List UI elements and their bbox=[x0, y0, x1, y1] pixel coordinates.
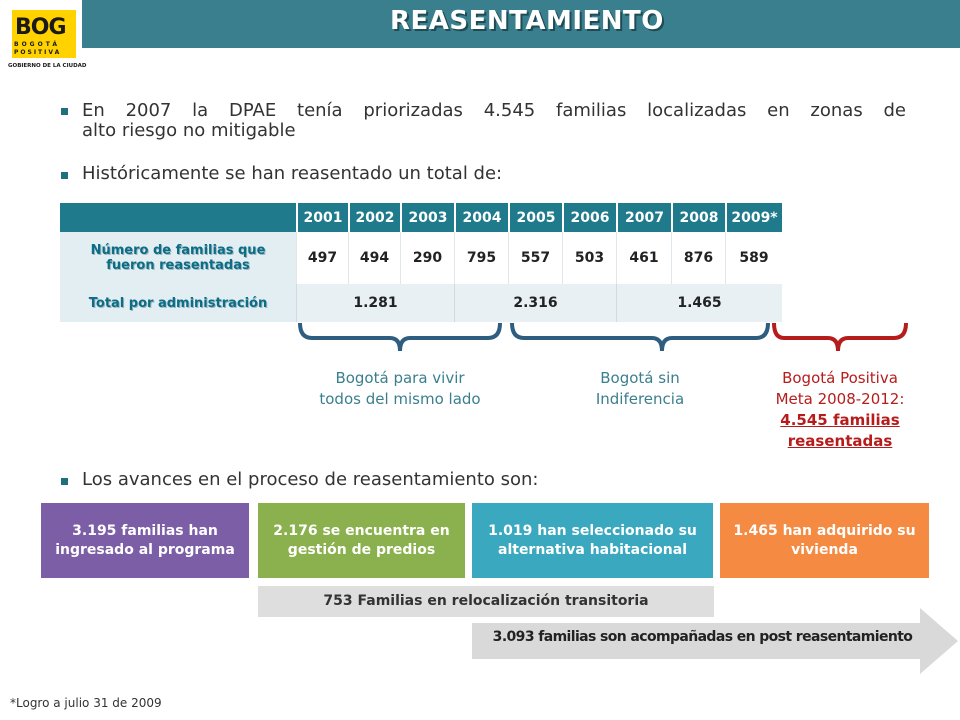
table-cell: 494 bbox=[348, 232, 400, 284]
row-label-total: Total por administración bbox=[60, 284, 296, 322]
total-cell: 1.465 bbox=[616, 284, 782, 322]
bullet-2: Históricamente se han reasentado un total de: bbox=[82, 163, 503, 184]
bogota-positiva-logo bbox=[6, 6, 87, 76]
logo-main-text: BOG bbox=[15, 15, 66, 40]
table-cell: 557 bbox=[508, 232, 562, 284]
bullet-1-line-2: alto riesgo no mitigable bbox=[82, 120, 296, 141]
admin-label-2 bbox=[550, 368, 730, 410]
admin-label-3 bbox=[750, 368, 930, 452]
admin-3-line-4: reasentadas bbox=[787, 432, 893, 450]
admin-label-1 bbox=[290, 368, 510, 410]
year-header: 2008 bbox=[671, 203, 725, 232]
year-header: 2009* bbox=[725, 203, 782, 232]
progress-box-vivienda: 1.465 han adquirido su vivienda bbox=[720, 503, 929, 578]
bullet-square-icon bbox=[61, 172, 68, 179]
year-header: 2007 bbox=[616, 203, 671, 232]
row-label-line-2: fueron reasentadas bbox=[106, 258, 250, 273]
arrow-label: 3.093 familias son acompañadas en post reasentamiento bbox=[492, 629, 913, 645]
total-cell: 1.281 bbox=[296, 284, 454, 322]
logo-sub1: BOGOTÁ bbox=[14, 41, 60, 48]
admin-3-line-2: Meta 2008-2012: bbox=[775, 390, 905, 408]
admin-3-line-1: Bogotá Positiva bbox=[782, 369, 898, 387]
progress-box-gestion: 2.176 se encuentra en gestión de predios bbox=[258, 503, 465, 578]
table-cell: 589 bbox=[725, 232, 782, 284]
table-cell: 461 bbox=[616, 232, 671, 284]
bracket-1 bbox=[300, 323, 500, 351]
year-header: 2001 bbox=[296, 203, 348, 232]
total-cell: 2.316 bbox=[454, 284, 616, 322]
bracket-2 bbox=[512, 323, 768, 351]
table-corner bbox=[60, 203, 296, 232]
table-cell: 290 bbox=[400, 232, 454, 284]
bullet-square-icon bbox=[61, 478, 68, 485]
progress-box-relocalizacion: 753 Familias en relocalización transitoria bbox=[258, 586, 714, 617]
bracket-3 bbox=[774, 323, 906, 351]
bullet-3: Los avances en el proceso de reasentamiento son: bbox=[82, 469, 539, 490]
table-cell: 795 bbox=[454, 232, 508, 284]
bullet-square-icon bbox=[61, 108, 68, 115]
admin-1-line-2: todos del mismo lado bbox=[319, 390, 481, 408]
row-label-familias bbox=[60, 232, 296, 284]
table-cell: 503 bbox=[562, 232, 616, 284]
year-header: 2003 bbox=[400, 203, 454, 232]
admin-1-line-1: Bogotá para vivir bbox=[335, 369, 465, 387]
year-header: 2004 bbox=[454, 203, 508, 232]
logo-sub2: POSITIVA bbox=[14, 49, 62, 56]
year-header: 2002 bbox=[348, 203, 400, 232]
year-header: 2006 bbox=[562, 203, 616, 232]
year-header: 2005 bbox=[508, 203, 562, 232]
reasentamiento-table bbox=[60, 203, 782, 322]
footnote: *Logro a julio 31 de 2009 bbox=[10, 696, 162, 710]
admin-2-line-1: Bogotá sin bbox=[600, 369, 680, 387]
administration-brackets bbox=[290, 318, 920, 358]
table-cell: 497 bbox=[296, 232, 348, 284]
page-title: REASENTAMIENTO bbox=[390, 6, 664, 36]
progress-box-ingresado: 3.195 familias han ingresado al programa bbox=[41, 503, 249, 578]
admin-2-line-2: Indiferencia bbox=[595, 390, 685, 408]
admin-3-line-3: 4.545 familias bbox=[780, 411, 900, 429]
progress-box-alternativa: 1.019 han seleccionado su alternativa habitacional bbox=[472, 503, 713, 578]
row-label-line-1: Número de familias que bbox=[90, 243, 266, 258]
bullet-1-line-1: En 2007 la DPAE tenía priorizadas 4.545 familias localizadas en zonas de bbox=[82, 100, 906, 121]
table-cell: 876 bbox=[671, 232, 725, 284]
logo-footer: GOBIERNO DE LA CIUDAD bbox=[8, 63, 87, 69]
